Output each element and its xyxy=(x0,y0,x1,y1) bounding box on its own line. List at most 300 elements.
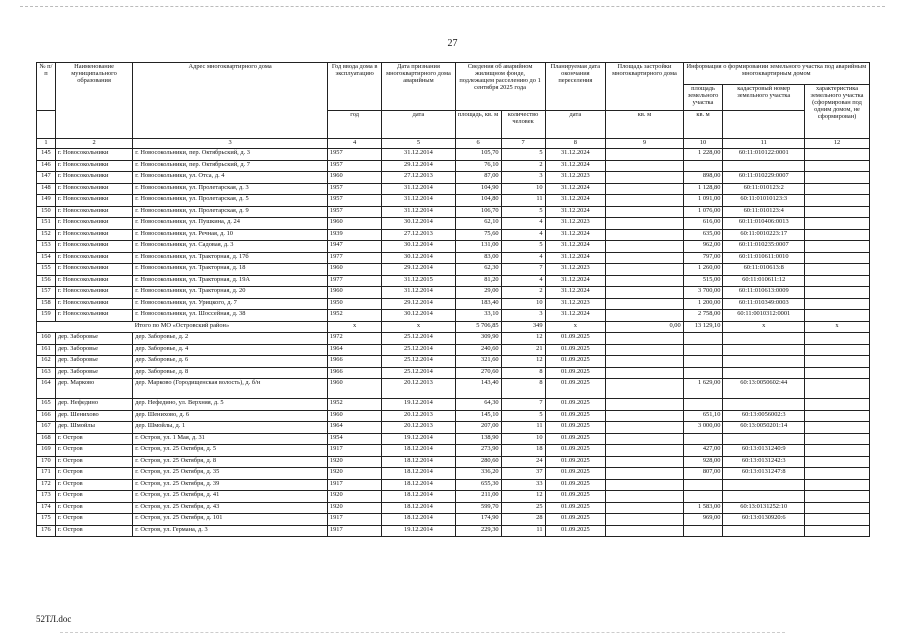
colnum: 6 xyxy=(455,139,501,149)
built-area-cell xyxy=(606,367,683,379)
address-cell: г. Остров, ул. 25 Октября, д. 43 xyxy=(133,502,328,514)
municipality-cell: дер. Заборовье xyxy=(55,333,132,345)
row-number: 166 xyxy=(37,410,56,422)
area-cell: 105,70 xyxy=(455,149,501,161)
table-row xyxy=(37,422,870,434)
area-cell: 33,10 xyxy=(455,310,501,322)
address-cell: г. Новосокольники, пер. Октябрьский, д. 7 xyxy=(133,160,328,172)
year-cell: 1952 xyxy=(327,310,381,322)
people-cell: 11 xyxy=(501,525,545,537)
people-cell: 12 xyxy=(501,356,545,368)
municipality-cell: дер. Шмойлы xyxy=(55,422,132,434)
characteristic-cell xyxy=(805,229,870,241)
area-cell: 183,40 xyxy=(455,298,501,310)
cadastral-cell xyxy=(723,399,805,411)
year-cell: 1952 xyxy=(327,399,381,411)
cadastral-cell: 60:13:0131242:3 xyxy=(723,456,805,468)
cadastral-cell: 60:11:010613:0009 xyxy=(723,287,805,299)
year-cell: 1957 xyxy=(327,183,381,195)
date-cell: 30.12.2014 xyxy=(382,241,455,253)
subtotal-label: Итого по МО «Островский район» xyxy=(37,321,328,333)
address-cell: г. Остров, ул. 25 Октября, д. 101 xyxy=(133,514,328,526)
land-area-cell: 651,10 xyxy=(683,410,723,422)
characteristic-cell xyxy=(805,206,870,218)
row-number: 174 xyxy=(37,502,56,514)
planned-date-cell: 31.12.2024 xyxy=(545,149,606,161)
colnum: 1 xyxy=(37,139,56,149)
table-row xyxy=(37,218,870,230)
people-cell: 12 xyxy=(501,491,545,503)
people-cell: 2 xyxy=(501,287,545,299)
built-area-cell xyxy=(606,491,683,503)
table-row xyxy=(37,149,870,161)
address-cell: г. Новосокольники, ул. Отса, д. 4 xyxy=(133,172,328,184)
land-area-cell: 898,00 xyxy=(683,172,723,184)
row-number: 169 xyxy=(37,445,56,457)
table-row xyxy=(37,514,870,526)
cadastral-cell: 60:11:010406:0013 xyxy=(723,218,805,230)
area-cell: 138,90 xyxy=(455,433,501,445)
address-cell: дер. Шмойлы, д. 1 xyxy=(133,422,328,434)
land-area-cell: 969,00 xyxy=(683,514,723,526)
table-row xyxy=(37,379,870,399)
municipality-cell: г. Новосокольники xyxy=(55,206,132,218)
land-area-cell: 427,00 xyxy=(683,445,723,457)
date-cell: 18.12.2014 xyxy=(382,514,455,526)
people-cell: 7 xyxy=(501,264,545,276)
land-area-cell: 3 000,00 xyxy=(683,422,723,434)
year-cell: 1957 xyxy=(327,195,381,207)
built-area-cell xyxy=(606,275,683,287)
built-area-cell xyxy=(606,149,683,161)
built-area-cell xyxy=(606,399,683,411)
colnum: 2 xyxy=(55,139,132,149)
planned-date-cell: 01.09.2025 xyxy=(545,399,606,411)
year-cell: 1920 xyxy=(327,456,381,468)
characteristic-cell xyxy=(805,344,870,356)
area-cell: 207,00 xyxy=(455,422,501,434)
built-area-cell xyxy=(606,241,683,253)
colnum: 11 xyxy=(723,139,805,149)
row-number: 163 xyxy=(37,367,56,379)
row-number: 172 xyxy=(37,479,56,491)
characteristic-cell xyxy=(805,399,870,411)
colnum: 10 xyxy=(683,139,723,149)
colnum: 5 xyxy=(382,139,455,149)
cadastral-cell: 60:13:0131247:8 xyxy=(723,468,805,480)
row-number: 148 xyxy=(37,183,56,195)
table-row xyxy=(37,468,870,480)
municipality-cell: дер. Марково xyxy=(55,379,132,399)
area-cell: 270,60 xyxy=(455,367,501,379)
table-row xyxy=(37,445,870,457)
address-cell: г. Остров, ул. Германа, д. 3 xyxy=(133,525,328,537)
land-area-cell: 928,00 xyxy=(683,456,723,468)
characteristic-cell xyxy=(805,433,870,445)
planned-date-cell: 31.12.2024 xyxy=(545,241,606,253)
table-row xyxy=(37,275,870,287)
municipality-cell: г. Остров xyxy=(55,525,132,537)
date-cell: 25.12.2014 xyxy=(382,356,455,368)
table-row xyxy=(37,229,870,241)
planned-date-cell: 01.09.2025 xyxy=(545,525,606,537)
footer-filename: 52ТЛ.doc xyxy=(36,614,72,624)
people-cell: 11 xyxy=(501,422,545,434)
date-cell: 29.12.2014 xyxy=(382,160,455,172)
area-cell: 76,10 xyxy=(455,160,501,172)
address-cell: г. Новосокольники, ул. Урицкого, д. 7 xyxy=(133,298,328,310)
year-cell: 1917 xyxy=(327,479,381,491)
people-cell: 5 xyxy=(501,241,545,253)
planned-date-cell: 01.09.2025 xyxy=(545,422,606,434)
characteristic-cell xyxy=(805,445,870,457)
date-cell: 20.12.2013 xyxy=(382,410,455,422)
address-cell: г. Новосокольники, ул. Садовая, д. 3 xyxy=(133,241,328,253)
cadastral-cell: 60:11:0010312:0001 xyxy=(723,310,805,322)
year-cell: 1964 xyxy=(327,422,381,434)
people-cell: 5 xyxy=(501,410,545,422)
row-number: 147 xyxy=(37,172,56,184)
planned-date-cell: 01.09.2025 xyxy=(545,333,606,345)
year-cell: 1920 xyxy=(327,468,381,480)
cadastral-cell: 60:11:010122:0001 xyxy=(723,149,805,161)
row-number: 167 xyxy=(37,422,56,434)
subtotal-char: x xyxy=(805,321,870,333)
table-row xyxy=(37,456,870,468)
subtotal-land: 13 129,10 xyxy=(683,321,723,333)
table-row xyxy=(37,241,870,253)
municipality-cell: г. Остров xyxy=(55,491,132,503)
date-cell: 31.12.2014 xyxy=(382,195,455,207)
people-cell: 12 xyxy=(501,333,545,345)
date-cell: 25.12.2014 xyxy=(382,367,455,379)
cadastral-cell: 60:11:010611:12 xyxy=(723,275,805,287)
cadastral-cell: 60:11:010229:0007 xyxy=(723,172,805,184)
header-kvm2: кв. м xyxy=(683,111,723,139)
area-cell: 83,00 xyxy=(455,252,501,264)
planned-date-cell: 01.09.2025 xyxy=(545,502,606,514)
subtotal-section xyxy=(37,321,870,333)
people-cell: 4 xyxy=(501,218,545,230)
planned-date-cell: 01.09.2025 xyxy=(545,514,606,526)
planned-date-cell: 31.12.2024 xyxy=(545,160,606,172)
municipality-cell: г. Новосокольники xyxy=(55,252,132,264)
planned-date-cell: 01.09.2025 xyxy=(545,433,606,445)
year-cell: 1960 xyxy=(327,172,381,184)
land-area-cell: 807,00 xyxy=(683,468,723,480)
area-cell: 87,00 xyxy=(455,172,501,184)
built-area-cell xyxy=(606,379,683,399)
header-cad-empty xyxy=(723,111,805,139)
land-area-cell: 962,00 xyxy=(683,241,723,253)
table-row xyxy=(37,172,870,184)
year-cell: 1917 xyxy=(327,525,381,537)
date-cell: 18.12.2014 xyxy=(382,445,455,457)
area-cell: 62,30 xyxy=(455,264,501,276)
land-area-cell: 1 200,00 xyxy=(683,298,723,310)
characteristic-cell xyxy=(805,241,870,253)
row-number: 161 xyxy=(37,344,56,356)
date-cell: 25.12.2014 xyxy=(382,344,455,356)
header-date: дата xyxy=(382,111,455,139)
table-row xyxy=(37,410,870,422)
header-no: № п/п xyxy=(37,63,56,111)
land-area-cell xyxy=(683,333,723,345)
row-number: 175 xyxy=(37,514,56,526)
built-area-cell xyxy=(606,525,683,537)
people-cell: 4 xyxy=(501,275,545,287)
land-area-cell: 515,00 xyxy=(683,275,723,287)
row-number: 164 xyxy=(37,379,56,399)
header-land-area: площадь земельного участка xyxy=(683,85,723,111)
municipality-cell: г. Новосокольники xyxy=(55,241,132,253)
characteristic-cell xyxy=(805,183,870,195)
year-cell: 1960 xyxy=(327,287,381,299)
built-area-cell xyxy=(606,287,683,299)
people-cell: 2 xyxy=(501,160,545,172)
row-number: 165 xyxy=(37,399,56,411)
header-empty xyxy=(37,111,56,139)
subtotal-cad: x xyxy=(723,321,805,333)
characteristic-cell xyxy=(805,298,870,310)
subtotal-area: 5 706,85 xyxy=(455,321,501,333)
subtotal-plan: x xyxy=(545,321,606,333)
address-cell: дер. Заборовье, д. 2 xyxy=(133,333,328,345)
municipality-cell: г. Новосокольники xyxy=(55,275,132,287)
year-cell: 1957 xyxy=(327,206,381,218)
address-cell: дер. Марково (Городищенская волость), д. б/н xyxy=(133,379,328,399)
municipality-cell: г. Остров xyxy=(55,456,132,468)
municipality-cell: г. Новосокольники xyxy=(55,160,132,172)
characteristic-cell xyxy=(805,502,870,514)
table-row xyxy=(37,356,870,368)
cadastral-cell xyxy=(723,160,805,172)
built-area-cell xyxy=(606,195,683,207)
year-cell: 1966 xyxy=(327,367,381,379)
built-area-cell xyxy=(606,206,683,218)
municipality-cell: г. Новосокольники xyxy=(55,310,132,322)
date-cell: 30.12.2014 xyxy=(382,310,455,322)
characteristic-cell xyxy=(805,333,870,345)
subtotal-date: x xyxy=(382,321,455,333)
land-area-cell: 1 260,00 xyxy=(683,264,723,276)
people-cell: 8 xyxy=(501,379,545,399)
cadastral-cell xyxy=(723,491,805,503)
table-row xyxy=(37,206,870,218)
characteristic-cell xyxy=(805,172,870,184)
municipality-cell: г. Остров xyxy=(55,445,132,457)
planned-date-cell: 31.12.2024 xyxy=(545,310,606,322)
cadastral-cell xyxy=(723,525,805,537)
planned-date-cell: 31.12.2024 xyxy=(545,183,606,195)
row-number: 156 xyxy=(37,275,56,287)
characteristic-cell xyxy=(805,525,870,537)
area-cell: 211,00 xyxy=(455,491,501,503)
built-area-cell xyxy=(606,468,683,480)
cadastral-cell xyxy=(723,367,805,379)
cadastral-cell: 60:11:010613:8 xyxy=(723,264,805,276)
year-cell: 1964 xyxy=(327,344,381,356)
people-cell: 3 xyxy=(501,310,545,322)
date-cell: 31.12.2014 xyxy=(382,287,455,299)
built-area-cell xyxy=(606,502,683,514)
date-cell: 20.12.2013 xyxy=(382,379,455,399)
land-area-cell xyxy=(683,344,723,356)
built-area-cell xyxy=(606,160,683,172)
header-characteristic: характеристика земельного участка (сформирован под одним домом, не сформирован) xyxy=(805,85,870,139)
land-area-cell xyxy=(683,525,723,537)
cadastral-cell: 60:13:0131252:10 xyxy=(723,502,805,514)
built-area-cell xyxy=(606,445,683,457)
year-cell: 1917 xyxy=(327,445,381,457)
people-cell: 37 xyxy=(501,468,545,480)
land-area-cell: 1 128,80 xyxy=(683,183,723,195)
people-cell: 33 xyxy=(501,479,545,491)
row-number: 151 xyxy=(37,218,56,230)
built-area-cell xyxy=(606,218,683,230)
built-area-cell xyxy=(606,344,683,356)
date-cell: 18.12.2014 xyxy=(382,456,455,468)
land-area-cell xyxy=(683,433,723,445)
area-cell: 81,20 xyxy=(455,275,501,287)
row-number: 168 xyxy=(37,433,56,445)
year-cell: 1957 xyxy=(327,149,381,161)
land-area-cell: 1 583,00 xyxy=(683,502,723,514)
people-cell: 24 xyxy=(501,456,545,468)
land-area-cell: 1 228,00 xyxy=(683,149,723,161)
area-cell: 106,70 xyxy=(455,206,501,218)
column-numbers-row xyxy=(37,139,870,149)
table-row xyxy=(37,525,870,537)
municipality-cell: г. Остров xyxy=(55,502,132,514)
address-cell: г. Новосокольники, пер. Октябрьский, д. 3 xyxy=(133,149,328,161)
area-cell: 229,30 xyxy=(455,525,501,537)
people-cell: 5 xyxy=(501,206,545,218)
address-cell: дер. Заборовье, д. 6 xyxy=(133,356,328,368)
colnum: 4 xyxy=(327,139,381,149)
table-row xyxy=(37,344,870,356)
planned-date-cell: 01.09.2025 xyxy=(545,445,606,457)
address-cell: дер. Шенихово, д. 6 xyxy=(133,410,328,422)
built-area-cell xyxy=(606,298,683,310)
cadastral-cell: 60:13:0056002:3 xyxy=(723,410,805,422)
table-row xyxy=(37,310,870,322)
planned-date-cell: 01.09.2025 xyxy=(545,491,606,503)
year-cell: 1960 xyxy=(327,410,381,422)
land-area-cell: 616,00 xyxy=(683,218,723,230)
planned-date-cell: 01.09.2025 xyxy=(545,344,606,356)
year-cell: 1947 xyxy=(327,241,381,253)
header-date-emergency: Дата признания многоквартирного дома аварийным xyxy=(382,63,455,111)
characteristic-cell xyxy=(805,379,870,399)
date-cell: 19.12.2014 xyxy=(382,399,455,411)
cadastral-cell xyxy=(723,356,805,368)
area-cell: 75,60 xyxy=(455,229,501,241)
table-row xyxy=(37,491,870,503)
municipality-cell: г. Остров xyxy=(55,468,132,480)
cadastral-cell xyxy=(723,344,805,356)
planned-date-cell: 31.12.2024 xyxy=(545,252,606,264)
area-cell: 309,90 xyxy=(455,333,501,345)
emergency-housing-table xyxy=(36,62,870,537)
header-land-info: Информация о формировании земельного участка под аварийным многоквартирным домом xyxy=(683,63,869,85)
people-cell: 21 xyxy=(501,344,545,356)
date-cell: 20.12.2013 xyxy=(382,422,455,434)
address-cell: г. Новосокольники, ул. Пролетарская, д. 9 xyxy=(133,206,328,218)
cadastral-cell: 60:11:0010223:17 xyxy=(723,229,805,241)
header-cadastral: кадастровый номер земельного участка xyxy=(723,85,805,111)
table-row xyxy=(37,479,870,491)
date-cell: 30.12.2014 xyxy=(382,252,455,264)
row-number: 158 xyxy=(37,298,56,310)
area-cell: 273,90 xyxy=(455,445,501,457)
municipality-cell: г. Новосокольники xyxy=(55,149,132,161)
date-cell: 29.12.2014 xyxy=(382,264,455,276)
built-area-cell xyxy=(606,229,683,241)
row-number: 176 xyxy=(37,525,56,537)
address-cell: г. Остров, ул. 25 Октября, д. 8 xyxy=(133,456,328,468)
municipality-cell: г. Новосокольники xyxy=(55,183,132,195)
characteristic-cell xyxy=(805,264,870,276)
planned-date-cell: 01.09.2025 xyxy=(545,456,606,468)
table-row xyxy=(37,367,870,379)
table-row xyxy=(37,252,870,264)
year-cell: 1977 xyxy=(327,275,381,287)
land-area-cell xyxy=(683,399,723,411)
date-cell: 18.12.2014 xyxy=(382,468,455,480)
municipality-cell: г. Новосокольники xyxy=(55,287,132,299)
land-area-cell: 1 629,00 xyxy=(683,379,723,399)
cadastral-cell: 60:13:0050602:44 xyxy=(723,379,805,399)
municipality-cell: г. Новосокольники xyxy=(55,229,132,241)
header-year-built: Год ввода дома в эксплуатацию xyxy=(327,63,381,111)
colnum: 8 xyxy=(545,139,606,149)
table-row xyxy=(37,298,870,310)
colnum: 12 xyxy=(805,139,870,149)
address-cell: г. Остров, ул. 25 Октября, д. 5 xyxy=(133,445,328,457)
municipality-cell: дер. Шенихово xyxy=(55,410,132,422)
characteristic-cell xyxy=(805,468,870,480)
date-cell: 31.12.2014 xyxy=(382,206,455,218)
built-area-cell xyxy=(606,422,683,434)
date-cell: 30.12.2014 xyxy=(382,218,455,230)
area-cell: 64,30 xyxy=(455,399,501,411)
row-number: 171 xyxy=(37,468,56,480)
municipality-cell: г. Новосокольники xyxy=(55,298,132,310)
subtotal-people: 349 xyxy=(501,321,545,333)
row-number: 173 xyxy=(37,491,56,503)
address-cell: г. Новосокольники, ул. Пролетарская, д. 5 xyxy=(133,195,328,207)
address-cell: г. Новосокольники, ул. Пушкина, д. 24 xyxy=(133,218,328,230)
planned-date-cell: 01.09.2025 xyxy=(545,379,606,399)
characteristic-cell xyxy=(805,252,870,264)
cadastral-cell xyxy=(723,433,805,445)
date-cell: 18.12.2014 xyxy=(382,479,455,491)
header-date2: дата xyxy=(545,111,606,139)
characteristic-cell xyxy=(805,160,870,172)
table-row xyxy=(37,433,870,445)
bottom-dashed-rule xyxy=(60,632,785,633)
row-number: 155 xyxy=(37,264,56,276)
table-row xyxy=(37,502,870,514)
year-cell: 1920 xyxy=(327,502,381,514)
cadastral-cell: 60:13:0131240:9 xyxy=(723,445,805,457)
planned-date-cell: 31.12.2023 xyxy=(545,264,606,276)
municipality-cell: г. Остров xyxy=(55,514,132,526)
area-cell: 104,90 xyxy=(455,183,501,195)
planned-date-cell: 31.12.2023 xyxy=(545,218,606,230)
municipality-cell: г. Новосокольники xyxy=(55,172,132,184)
